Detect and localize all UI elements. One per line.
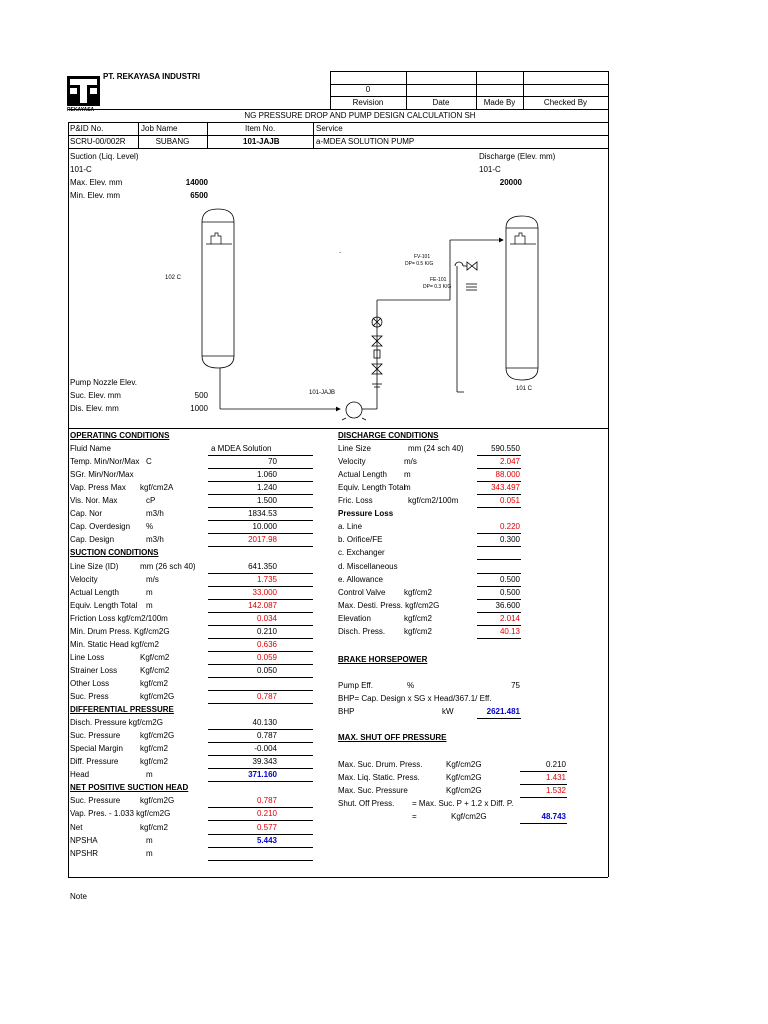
row-label: Line Loss (70, 652, 105, 662)
subheading: Pressure Loss (338, 509, 394, 519)
row-label: Temp. Min/Nor/Max (70, 457, 140, 467)
dis-elev-label: Dis. Elev. mm (70, 404, 119, 413)
row-label: Velocity (338, 457, 366, 467)
row-unit: m (404, 470, 411, 480)
row-unit: Kgf/cm2 (140, 665, 170, 675)
value-underline (208, 599, 313, 600)
job-value: SUBANG (155, 137, 190, 146)
value-underline (477, 599, 521, 600)
shutoff-equals: = (412, 812, 417, 821)
logo-text: REKAYASA (67, 107, 95, 113)
pid-header: P&ID No. (70, 124, 104, 133)
value-underline (208, 768, 313, 769)
row-unit: Kgf/cm2 (140, 652, 170, 662)
row-unit: m3/h (146, 535, 164, 545)
row-value: 590.550 (491, 444, 520, 454)
value-underline (208, 834, 313, 835)
shutoff-row-label: Max. Suc. Pressure (338, 786, 408, 796)
row-label: Cap. Nor (70, 509, 103, 519)
diagram-dot: . (339, 246, 342, 255)
control-valve-fv101 (455, 262, 477, 270)
row-label: Line Size (338, 444, 371, 454)
row-unit: kgf/cm2/100m (408, 496, 459, 506)
row-value: 1.500 (256, 496, 277, 506)
value-underline (208, 847, 313, 848)
shutoff-row-value: 0.210 (545, 760, 566, 769)
value-underline (208, 494, 313, 495)
row-label: Control Valve (338, 587, 386, 597)
row-unit: m3/h (146, 509, 164, 519)
min-elev-value: 6500 (190, 191, 208, 200)
shutoff-row-label: Max. Liq. Static. Press. (338, 773, 420, 783)
row-value: 0.300 (499, 535, 520, 545)
suction-vessel-label: 102 C (165, 275, 182, 281)
row-value: 2.014 (499, 613, 520, 623)
row-value: 371.160 (248, 770, 277, 780)
row-value: 0.059 (256, 652, 277, 662)
section-heading: NET POSITIVE SUCTION HEAD (70, 783, 189, 793)
row-unit: kgf/cm2 (140, 822, 169, 832)
row-value: -0.004 (254, 744, 277, 754)
date-header: Date (432, 98, 450, 107)
piping (220, 240, 503, 409)
value-underline (477, 612, 521, 613)
process-diagram (0, 0, 768, 430)
value-underline (208, 612, 313, 613)
row-unit: kgf/cm2 (404, 613, 433, 623)
value-underline (208, 533, 313, 534)
row-value: 36.600 (495, 600, 520, 610)
pump-eff-label: Pump Eff. (338, 681, 373, 690)
row-label: Min. Static Head kgf/cm2 (70, 639, 159, 649)
row-label: Other Loss (70, 678, 110, 688)
row-unit: m (146, 600, 153, 610)
row-unit: m/s (146, 574, 159, 584)
shutoff-row-value: 1.431 (545, 773, 566, 783)
value-underline (477, 586, 521, 587)
value-underline (477, 507, 521, 508)
bhp-unit: kW (442, 707, 454, 716)
job-header: Job Name (141, 124, 178, 133)
row-unit: mm (26 sch 40) (140, 561, 196, 571)
value-underline (208, 703, 313, 704)
row-value: 0.787 (256, 796, 277, 806)
discharge-title: Discharge (Elev. mm) (479, 152, 556, 161)
company-name: PT. REKAYASA INDUSTRI (103, 72, 200, 81)
max-elev-value: 14000 (185, 178, 208, 187)
nozzle-title: Pump Nozzle Elev. (70, 378, 137, 387)
row-label: Suc. Press (70, 692, 109, 701)
row-unit: m (146, 835, 153, 845)
value-underline (208, 820, 313, 821)
row-unit: m (146, 848, 153, 858)
row-unit: m (146, 587, 153, 597)
pump-eff-value: 75 (511, 681, 520, 690)
row-value: 0.034 (256, 613, 277, 623)
value-underline (520, 784, 567, 785)
value-underline (477, 468, 521, 469)
row-value: 1.240 (256, 483, 277, 493)
row-label: Special Margin (70, 744, 123, 754)
item-value: 101-JAJB (243, 137, 280, 146)
row-value: 142.087 (248, 600, 277, 610)
section-heading: DISCHARGE CONDITIONS (338, 431, 439, 440)
discharge-tag: 101-C (479, 165, 501, 174)
row-label: Net (70, 822, 83, 832)
pid-value: SCRU-00/002R (70, 137, 126, 146)
service-value: a-MDEA SOLUTION PUMP (316, 137, 415, 146)
row-label: Vap. Pres. - 1.033 kgf/cm2G (70, 809, 171, 819)
row-label: Diff. Pressure (70, 757, 119, 767)
row-value: 40.13 (499, 626, 520, 636)
fv-tag: FV-101 (414, 254, 431, 260)
row-label: NPSHR (70, 848, 99, 858)
discharge-vessel (506, 216, 538, 380)
row-unit: m/s (404, 457, 417, 467)
shutoff-row-value: 1.532 (545, 786, 566, 796)
revision-number: 0 (365, 85, 371, 94)
value-underline (208, 625, 313, 626)
bhp-formula: BHP= Cap. Design x SG x Head/367.1/ Eff. (338, 694, 492, 703)
suction-vessel (202, 209, 234, 368)
row-value: 0.210 (256, 626, 277, 636)
row-value: 0.500 (499, 574, 520, 584)
row-label: Actual Length (338, 470, 387, 480)
row-value: 40.130 (252, 718, 277, 728)
value-underline (477, 625, 521, 626)
document-title: NG PRESSURE DROP AND PUMP DESIGN CALCULATION SH (244, 111, 476, 120)
row-unit: kgf/cm2G (140, 796, 175, 806)
row-label: a. Line (338, 522, 363, 532)
row-unit: C (146, 457, 152, 467)
shutoff-row-unit: Kgf/cm2G (446, 773, 482, 783)
row-value: 0.220 (499, 522, 520, 532)
row-value: 2.047 (499, 457, 520, 467)
value-underline (520, 797, 567, 798)
shutoff-unit: Kgf/cm2G (451, 812, 487, 821)
dis-elev-value: 1000 (190, 404, 208, 413)
flow-element-fe101 (466, 284, 477, 290)
row-unit: kgf/cm2G (140, 731, 175, 741)
row-value: 1834.53 (248, 509, 277, 519)
value-underline (208, 468, 313, 469)
pump-eff-unit: % (407, 681, 415, 690)
value-underline (208, 755, 313, 756)
row-label: Friction Loss kgf/cm2/100m (70, 613, 168, 623)
fe-tag: FE-101 (430, 277, 447, 283)
row-label: Equiv. Length Total (338, 483, 406, 493)
value-underline (477, 573, 521, 574)
value-underline (208, 586, 313, 587)
row-label: Vis. Nor. Max (70, 496, 118, 506)
row-unit: kgf/cm2 (140, 678, 169, 688)
service-header: Service (316, 124, 343, 133)
row-label: Max. Desti. Press. kgf/cm2G (338, 600, 440, 610)
value-underline (208, 690, 313, 691)
row-unit: kgf/cm2G (140, 692, 175, 701)
revision-header: Revision (352, 98, 384, 107)
row-unit: kgf/cm2 (404, 626, 433, 636)
value-underline (477, 494, 521, 495)
row-unit: kgf/cm2A (140, 483, 174, 493)
suc-elev-value: 500 (194, 391, 208, 400)
row-value: 343.497 (491, 483, 520, 493)
row-label: Cap. Design (70, 535, 115, 545)
value-underline (208, 781, 313, 782)
discharge-vessel-label: 101 C (516, 386, 533, 392)
row-label: Head (70, 770, 90, 780)
row-label: Elevation (338, 613, 371, 623)
value-underline (208, 520, 313, 521)
min-elev-label: Min. Elev. mm (70, 191, 121, 200)
value-underline (208, 638, 313, 639)
value-underline (520, 771, 567, 772)
row-value: 0.210 (256, 809, 277, 819)
row-label: Suc. Pressure (70, 731, 121, 741)
row-label: Min. Drum Press. Kgf/cm2G (70, 626, 170, 636)
item-header: Item No. (245, 124, 276, 133)
value-underline (208, 860, 313, 861)
row-label: e. Allowance (338, 574, 383, 584)
shutoff-equation: = Max. Suc. P + 1.2 x Diff. P. (412, 799, 514, 808)
row-unit: kgf/cm2 (404, 587, 433, 597)
suction-tag: 101-C (70, 165, 92, 174)
row-label: NPSHA (70, 835, 98, 845)
row-value: 0.636 (256, 639, 277, 649)
row-unit: m (404, 483, 411, 493)
value-underline (208, 729, 313, 730)
bhp-label: BHP (338, 707, 355, 716)
value-underline (208, 677, 313, 678)
row-unit: kgf/cm2 (140, 757, 169, 767)
pump-label: 101-JAJB (309, 390, 336, 396)
value-underline (208, 742, 313, 743)
section-heading: DIFFERENTIAL PRESSURE (70, 705, 174, 715)
row-unit: cP (146, 496, 156, 506)
row-value: 641.350 (248, 561, 277, 571)
made-by-header: Made By (483, 98, 516, 107)
row-label: SGr. Min/Nor/Max (70, 470, 134, 480)
discharge-elev-value: 20000 (499, 178, 522, 187)
row-value: 70 (268, 457, 277, 467)
value-underline (477, 533, 521, 534)
row-value: 10.000 (252, 522, 277, 532)
row-unit: mm (24 sch 40) (408, 444, 464, 454)
row-unit: kgf/cm2 (140, 744, 169, 754)
row-value: 5.443 (256, 835, 277, 845)
row-value: 0.577 (256, 822, 277, 832)
bhp-title: BRAKE HORSEPOWER (338, 655, 428, 664)
shutoff-row-label: Max. Suc. Drum. Press. (338, 760, 423, 769)
fv-dp: DP= 0.5 K/G (405, 261, 434, 267)
value-underline (208, 651, 313, 652)
shutoff-row-unit: Kgf/cm2G (446, 760, 482, 769)
value-underline (208, 664, 313, 665)
checked-by-header: Checked By (543, 98, 588, 107)
row-label: Disch. Pressure kgf/cm2G (70, 718, 163, 728)
shutoff-value: 48.743 (541, 812, 566, 821)
row-value: a MDEA Solution (211, 444, 272, 454)
bhp-value: 2621.481 (486, 707, 520, 716)
value-underline (208, 481, 313, 482)
row-value: 0.787 (256, 692, 277, 701)
max-elev-label: Max. Elev. mm (70, 178, 123, 187)
row-value: 0.500 (499, 587, 520, 597)
value-underline (208, 455, 313, 456)
row-value: 2017.98 (248, 535, 277, 545)
section-heading: SUCTION CONDITIONS (70, 548, 159, 558)
value-underline (477, 546, 521, 547)
shutoff-label: Shut. Off Press. (338, 799, 395, 808)
value-underline (208, 807, 313, 808)
row-label: b. Orifice/FE (338, 535, 383, 545)
suc-elev-label: Suc. Elev. mm (70, 391, 121, 400)
row-label: Fric. Loss (338, 496, 373, 506)
value-underline (208, 573, 313, 574)
row-label: c. Exchanger (338, 548, 385, 558)
value-underline (477, 455, 521, 456)
row-value: 39.343 (252, 757, 277, 767)
fe-dp: DP= 0.3 K/G (423, 284, 452, 290)
value-underline (477, 559, 521, 560)
row-value: 0.787 (256, 731, 277, 741)
row-label: Cap. Overdesign (70, 522, 131, 532)
value-underline (477, 638, 521, 639)
row-label: Strainer Loss (70, 665, 118, 675)
row-label: Equiv. Length Total (70, 600, 138, 610)
suction-title: Suction (Liq. Level) (70, 152, 139, 161)
row-value: 0.050 (256, 665, 277, 675)
row-value: 33.000 (252, 587, 277, 597)
row-label: Suc. Pressure (70, 796, 121, 806)
row-label: Actual Length (70, 587, 119, 597)
row-value: 1.060 (256, 470, 277, 480)
row-label: Disch. Press. (338, 626, 386, 636)
pump-symbol (342, 402, 366, 420)
row-label: d. Miscellaneous (338, 561, 398, 571)
row-unit: % (146, 522, 154, 532)
shutoff-row-unit: Kgf/cm2G (446, 786, 482, 796)
row-value: 1.735 (256, 574, 277, 584)
shutoff-title: MAX. SHUT OFF PRESSURE (338, 733, 447, 742)
section-heading: OPERATING CONDITIONS (70, 431, 170, 440)
row-label: Vap. Press Max (70, 483, 126, 493)
row-value: 0.051 (499, 496, 520, 506)
value-underline (477, 481, 521, 482)
row-label: Fluid Name (70, 444, 111, 454)
value-underline (208, 546, 313, 547)
value-underline (208, 507, 313, 508)
row-label: Velocity (70, 574, 98, 584)
note-label: Note (70, 892, 87, 901)
row-value: 88.000 (495, 470, 520, 480)
row-unit: m (146, 770, 153, 780)
row-label: Line Size (ID) (70, 561, 119, 571)
